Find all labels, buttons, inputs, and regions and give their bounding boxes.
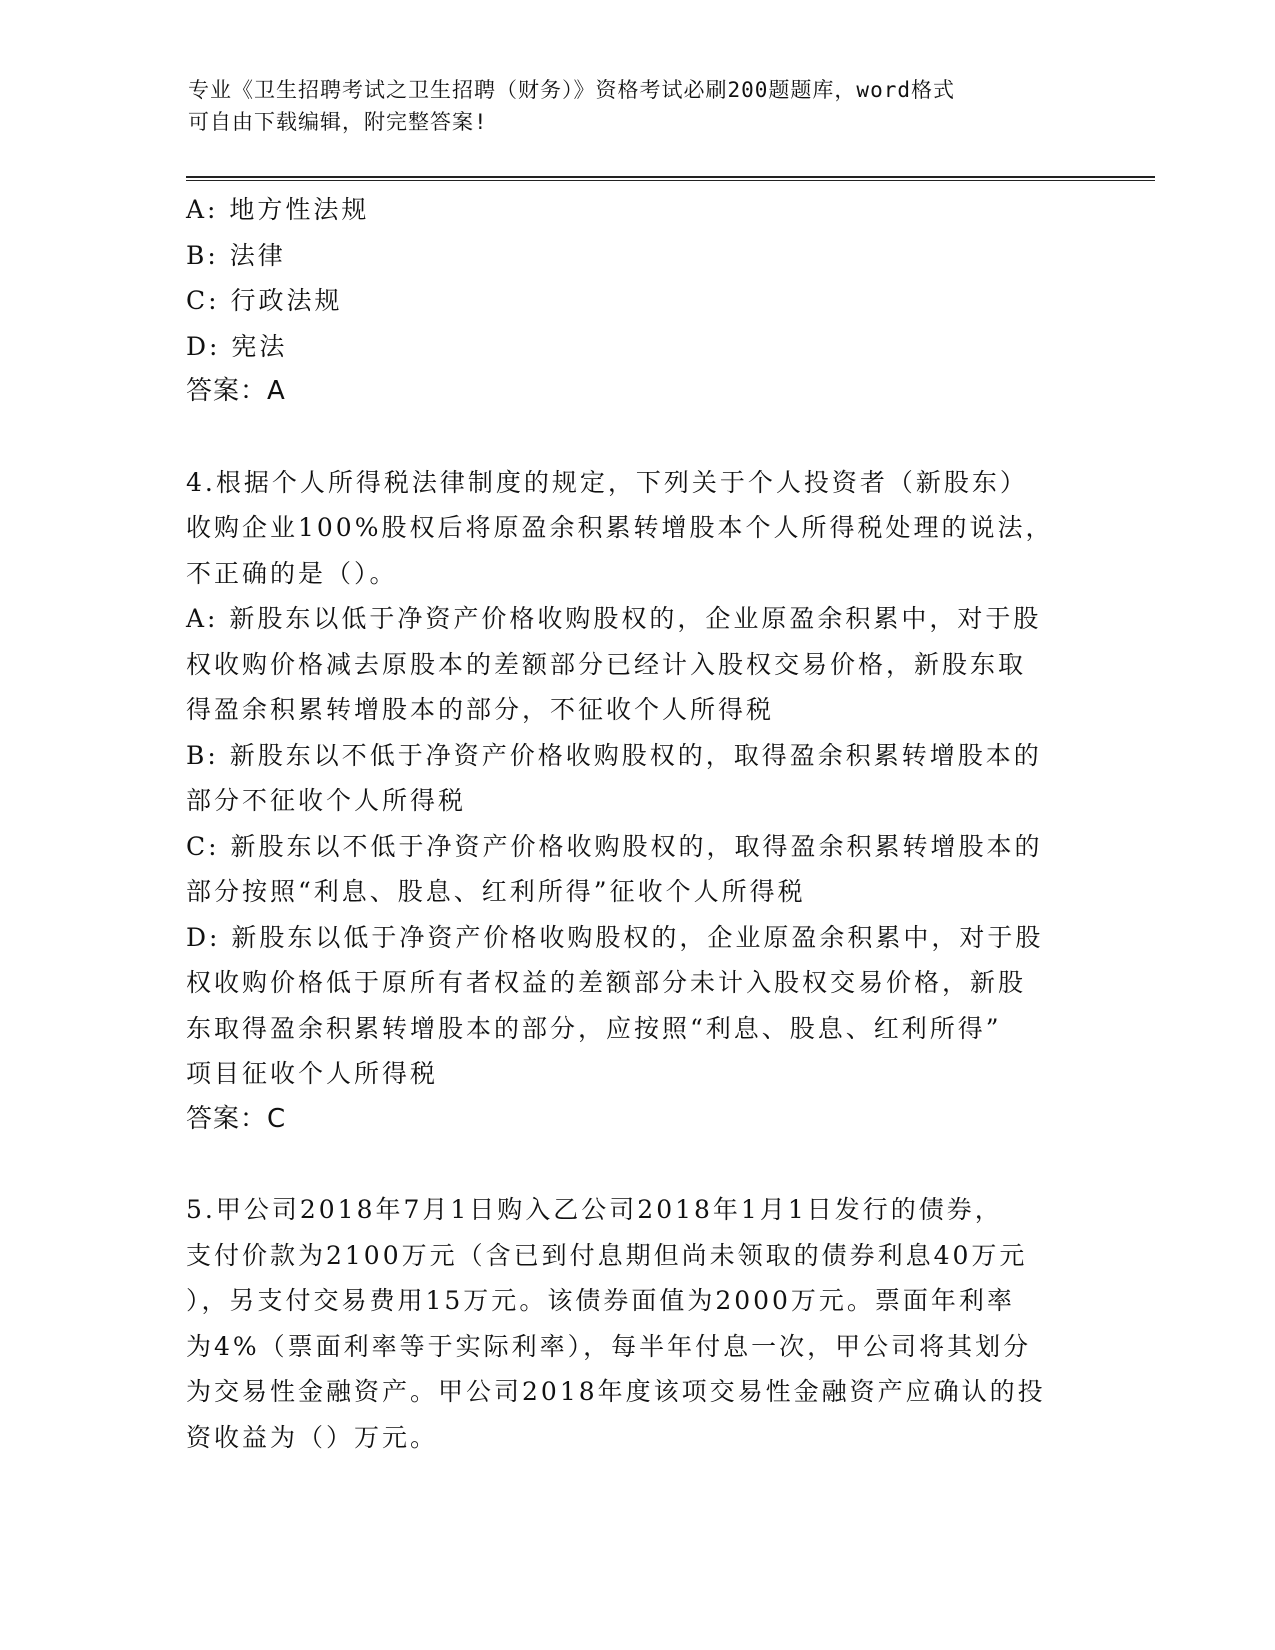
spacer bbox=[186, 1142, 1086, 1187]
question-3-options bbox=[186, 187, 1086, 369]
option-d-line: 东取得盈余积累转增股本的部分，应按照“利息、股息、红利所得” bbox=[186, 1013, 1002, 1043]
question-3-answer: 答案：A bbox=[186, 376, 286, 406]
option-b-line: B: 新股东以不低于净资产价格收购股权的，取得盈余积累转增股本的 bbox=[186, 740, 1042, 770]
question-4-option-b bbox=[186, 733, 1086, 824]
question-4-answer: 答案：C bbox=[186, 1103, 287, 1134]
question-4-option-d bbox=[186, 915, 1086, 1097]
question-5-stem-line: 为4%（票面利率等于实际利率），每半年付息一次，甲公司将其划分 bbox=[186, 1331, 1032, 1361]
question-3-option-b: B: 法律 bbox=[186, 240, 286, 270]
question-4-stem-line: 收购企业100%股权后将原盈余积累转增股本个人所得税处理的说法， bbox=[186, 513, 1054, 542]
question-4-option-c bbox=[186, 824, 1086, 915]
question-4-stem-line: 不正确的是（）。 bbox=[186, 558, 398, 588]
question-4-stem bbox=[186, 460, 1086, 597]
question-5-stem-line: 5.甲公司2018年7月1日购入乙公司2018年1月1日发行的债券， bbox=[186, 1195, 1003, 1224]
question-5-stem-line: ），另支付交易费用15万元。该债券面值为2000万元。票面年利率 bbox=[186, 1286, 1015, 1315]
option-d-line: 权收购价格低于原所有者权益的差额部分未计入股权交易价格，新股 bbox=[186, 968, 1027, 997]
question-5-stem-line: 资收益为（）万元。 bbox=[186, 1422, 439, 1452]
option-c-line: 部分按照“利息、股息、红利所得”征收个人所得税 bbox=[186, 877, 806, 906]
header-title-line-2: 可自由下载编辑，附完整答案! bbox=[188, 110, 488, 134]
question-3-option-d: D: 宪法 bbox=[186, 331, 288, 361]
option-d-line: 项目征收个人所得税 bbox=[186, 1059, 439, 1088]
option-c-line: C: 新股东以不低于净资产价格收购股权的，取得盈余积累转增股本的 bbox=[186, 831, 1043, 861]
option-a-line: 权收购价格减去原股本的差额部分已经计入股权交易价格，新股东取 bbox=[186, 649, 1027, 679]
option-d-line: D: 新股东以低于净资产价格收购股权的，企业原盈余积累中，对于股 bbox=[186, 922, 1044, 952]
page-header bbox=[188, 74, 1068, 138]
spacer bbox=[186, 415, 1086, 460]
question-3-option-a: A: 地方性法规 bbox=[186, 195, 370, 224]
header-title-line-1: 专业《卫生招聘考试之卫生招聘（财务）》资格考试必刷200题题库，word格式 bbox=[188, 78, 955, 102]
option-a-line: A: 新股东以低于净资产价格收购股权的，企业原盈余积累中，对于股 bbox=[186, 604, 1042, 633]
option-a-line: 得盈余积累转增股本的部分，不征收个人所得税 bbox=[186, 695, 775, 724]
question-5-stem-line: 支付价款为2100万元（含已到付息期但尚未领取的债券利息40万元 bbox=[186, 1240, 1028, 1270]
header-divider bbox=[186, 176, 1155, 181]
question-4-stem-line: 4.根据个人所得税法律制度的规定，下列关于个人投资者（新股东） bbox=[186, 467, 1028, 497]
option-b-line: 部分不征收个人所得税 bbox=[186, 786, 467, 815]
question-3-option-c: C: 行政法规 bbox=[186, 286, 343, 315]
question-4-option-a bbox=[186, 596, 1086, 733]
question-5-stem bbox=[186, 1187, 1086, 1460]
question-content bbox=[186, 187, 1086, 1460]
question-5-stem-line: 为交易性金融资产。甲公司2018年度该项交易性金融资产应确认的投 bbox=[186, 1377, 1046, 1406]
